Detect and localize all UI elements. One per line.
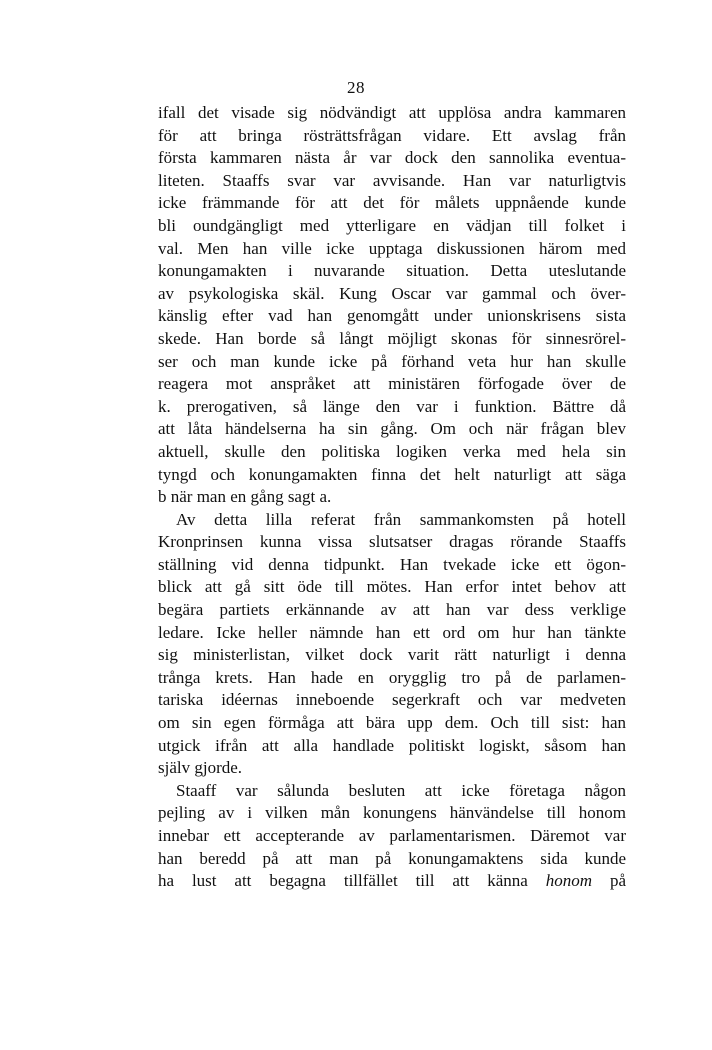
text-line: reagera mot anspråket att ministären förfogade över de <box>158 374 626 394</box>
text-line: blick att gå sitt öde till mötes. Han erfor intet behov att <box>158 577 626 597</box>
text-line: k. prerogativen, så länge den var i funktion. Bättre då <box>158 396 626 416</box>
text-line: första kammaren nästa år var dock den sannolika eventua- <box>158 148 626 168</box>
text-line: ifall det visade sig nödvändigt att upplösa andra kammaren <box>158 103 626 122</box>
text-line: själv gjorde. <box>158 758 243 778</box>
emphasized-word: honom <box>545 871 593 891</box>
text-line: skede. Han borde så långt möjligt skonas för sinnesrörel- <box>158 328 626 348</box>
text-line: Kronprinsen kunna vissa slutsatser dragas rörande Staaffs <box>158 532 626 552</box>
text-fragment: på <box>609 871 626 891</box>
text-line: ser och man kunde icke på förhand veta hur han skulle <box>158 351 626 371</box>
text-line: ställning vid denna tidpunkt. Han tvekade icke ett ögon- <box>158 554 626 574</box>
text-line: innebar ett accepterande av parlamentarismen. Däremot var <box>158 826 626 845</box>
text-line: Av detta lilla referat från sammankomsten på hotell <box>176 509 626 529</box>
text-line: tyngd och konungamakten finna det helt naturligt att säga <box>158 464 626 484</box>
text-line: tariska idéernas inneboende segerkraft och var medveten <box>158 690 626 710</box>
text-line: av psykologiska skäl. Kung Oscar var gammal och över- <box>158 283 626 303</box>
text-line: han beredd på att man på konungamaktens sida kunde <box>158 848 626 868</box>
text-line: ledare. Icke heller nämnde han ett ord om hur han tänkte <box>158 622 626 642</box>
text-line: liteten. Staaffs svar var avvisande. Han var naturligtvis <box>158 170 626 190</box>
text-line: trånga krets. Han hade en orygglig tro på de parlamen- <box>158 667 626 687</box>
text-line-final <box>158 870 626 893</box>
body-text <box>158 102 626 893</box>
text-line: konungamakten i nuvarande situation. Detta uteslutande <box>158 261 626 281</box>
text-line: att låta händelserna ha sin gång. Om och när frågan blev <box>158 419 626 439</box>
text-line: utgick ifrån att alla handlade politiskt logiskt, såsom han <box>158 735 626 755</box>
text-line: för att bringa rösträttsfrågan vidare. Ett avslag från <box>158 125 626 145</box>
text-line: val. Men han ville icke upptaga diskussionen härom med <box>158 238 626 258</box>
text-line: b när man en gång sagt a. <box>158 487 332 507</box>
text-line: aktuell, skulle den politiska logiken verka med hela sin <box>158 441 626 461</box>
text-fragment: ha lust att begagna tillfället till att känna <box>158 871 528 891</box>
text-line: Staaff var sålunda besluten att icke företaga någon <box>176 780 626 800</box>
text-line: icke främmande för att det för målets uppnående kunde <box>158 193 626 213</box>
text-line: bli oundgängligt med ytterligare en vädjan till folket i <box>158 215 626 235</box>
page-number: 28 <box>347 78 365 97</box>
text-line: begära partiets erkännande av att han var dess verklige <box>158 600 626 620</box>
text-line: känslig efter vad han genomgått under unionskrisens sista <box>158 306 626 326</box>
text-line: pejling av i vilken mån konungens hänvändelse till honom <box>158 803 626 823</box>
text-line: om sin egen förmåga att bära upp dem. Och till sist: han <box>158 713 626 733</box>
text-line: sig ministerlistan, vilket dock varit rätt naturligt i denna <box>158 645 626 665</box>
